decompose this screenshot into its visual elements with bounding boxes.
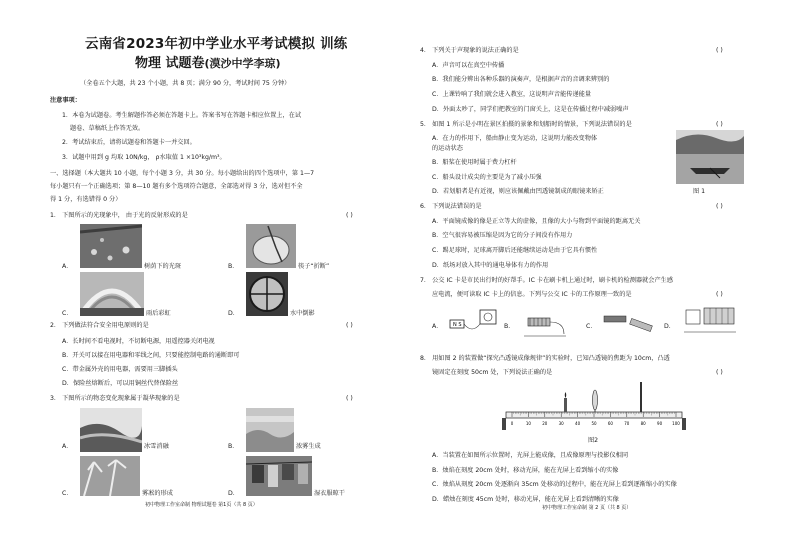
exam-info: （全卷五个大题，共 23 个小题，共 8 页；满分 90 分，考试时间 75 分钟）: [80, 80, 291, 87]
q6-stem: 6． 下列说法错误的是: [420, 203, 482, 210]
q3-photo-rime: [80, 456, 140, 496]
q5-option: C．船头设计成尖的主要是为了减小压强: [432, 174, 542, 181]
q7-stem-cont: 应电流，便可读取 IC 卡上的信息。下列与公交 IC 卡的工作原理一致的是: [432, 291, 632, 298]
q2-stem: 2． 下列做法符合安全用电原则的是: [50, 322, 149, 329]
notice-heading: 注意事项：: [50, 97, 81, 104]
ruler-label: 70: [624, 421, 630, 426]
exam-title: 云南省2023年初中学业水平考试模拟 训练: [85, 36, 348, 52]
page-right: [420, 0, 756, 560]
q3-option-c-caption: 雾凇的形成: [142, 490, 173, 497]
q8-answer-paren: ( ): [716, 369, 723, 376]
q8-option: C．烛焰从刻度 20cm 处逐渐向 35cm 处移动的过程中，能在光屏上看到逐渐缩小的实像: [432, 481, 677, 488]
q7-option-c-letter: C．: [586, 323, 597, 330]
q4-option: A．声音可以在真空中传播: [432, 62, 505, 69]
q3-photo-clothes: [246, 456, 312, 496]
q7-diagram-b-electromagnet: [520, 306, 570, 340]
q6-option: C．踢足球时，足球离开脚后还能继续运动是由于它具有惯性: [432, 247, 598, 254]
subtitle-main: 物理 试题卷: [135, 56, 205, 71]
q5-option: D．若划船者是有近视，则应该佩戴由凹透镜制成的眼镜来矫正: [432, 188, 604, 195]
q5-figure-boat-image: [676, 130, 744, 184]
q4-option: C．上课铃响了我们就会进入教室，这说明声音能传递能量: [432, 91, 592, 98]
q4-option: D．外面太吵了，同学们把教室的门窗关上，这是在传播过程中减弱噪声: [432, 106, 629, 113]
q1-photo-chopsticks: [246, 224, 296, 268]
page-left: [50, 0, 395, 560]
ruler-label: 90: [657, 421, 663, 426]
q3-option-c-letter: C．: [62, 490, 73, 497]
ruler-label: 10: [525, 421, 531, 426]
q2-option: D．保险丝熔断后，可以用铜丝代替保险丝: [62, 380, 179, 387]
ruler-label: 80: [640, 421, 646, 426]
q7-option-b-letter: B．: [504, 323, 515, 330]
q3-option-b-letter: B．: [228, 443, 239, 450]
q6-option: B．空气很容易被压缩是因为它的分子间没有作用力: [432, 232, 573, 239]
q1-option-a-caption: 树荫下的光斑: [144, 263, 182, 270]
q2-option: A．长时间不看电视时，不切断电源，用遥控器关闭电视: [62, 338, 215, 345]
footer-right: 初中物理工作室命制 第 2 页（共 8 页）: [542, 505, 632, 511]
q1-option-b-letter: B．: [228, 263, 239, 270]
q5-stem: 5． 如图 1 所示是小明在景区拍摄的景象和划船时的情景，下列说法错误的是: [420, 121, 632, 128]
q7-option-d-letter: D．: [664, 323, 675, 330]
q2-answer-paren: ( ): [346, 322, 353, 329]
q1-answer-paren: ( ): [346, 212, 353, 219]
section1-line: 一、选择题（本大题共 10 小题，每个小题 3 分，共 30 分。每小题给出的四个选项中，第 1—7: [50, 170, 315, 177]
ruler-label: 20: [542, 421, 548, 426]
q5-option: A．在力的作用下，船由静止变为运动，这说明力能改变物体: [432, 135, 598, 142]
q6-answer-paren: ( ): [716, 203, 723, 210]
q1-option-d-letter: D．: [228, 310, 239, 317]
q3-option-d-caption: 湿衣服晾干: [314, 490, 345, 497]
q2-option: C．带金属外壳的用电器，需要用三脚插头: [62, 366, 178, 373]
q1-stem: 1． 下图所示的光现象中， 由于光的反射形成的是: [50, 212, 188, 219]
exam-subtitle: [135, 56, 281, 72]
ruler-label: 60: [607, 421, 613, 426]
q3-photo-melting: [80, 408, 142, 452]
q1-option-b-caption: 筷子“折断”: [298, 263, 330, 270]
q8-figure-label: 图2: [588, 437, 599, 444]
notice-item: 1．本卷为试题卷。考生解题作答必须在答题卡上。答案书写在答题卡相应位置上，在试: [62, 112, 302, 119]
q3-option-b-caption: 浓雾生成: [296, 443, 321, 450]
q1-option-c-caption: 雨后彩虹: [146, 310, 171, 317]
notice-item: 2．考试结束后，请将试题卷和答题卡一并交回。: [62, 139, 196, 146]
q2-option: B．开关可以接在用电器和零线之间，只要能控制电路的通断即可: [62, 352, 240, 359]
q3-photo-fog: [246, 408, 294, 452]
svg-text:N S: N S: [453, 322, 462, 328]
subtitle-school: (漠沙中学李琼): [204, 57, 281, 70]
q8-figure-optical-bench: [498, 378, 690, 434]
ruler-label: 0: [510, 421, 514, 426]
q7-diagram-d-motor: [680, 304, 740, 340]
q7-option-a-letter: A．: [432, 323, 443, 330]
q4-answer-paren: ( ): [716, 47, 723, 54]
q4-stem: 4． 下列关于声现象的说法正确的是: [420, 47, 519, 54]
q5-option: B．船桨在使用时属于费力杠杆: [432, 159, 517, 166]
q7-stem: 7． 公交 IC 卡是市民出行时的好帮手。IC 卡在刷卡机上通过时，刷卡机的检测器就会产生感: [420, 277, 674, 284]
q1-photo-reflection: [246, 272, 288, 316]
q3-option-a-caption: 冰雪消融: [144, 443, 169, 450]
q5-answer-paren: ( ): [716, 121, 723, 128]
q8-stem: 8． 用如图 2 的装置做“探究凸透镜成像规律”的实验时，已知凸透镜的焦距为 10cm，凸透: [420, 355, 670, 362]
section1-line: 每小题只有一个正确选项；第 8—10 题有多个选项符合题意，全部选对得 3 分，选对但不全: [50, 183, 303, 190]
q7-answer-paren: ( ): [716, 291, 723, 298]
ruler-label: 30: [558, 421, 564, 426]
q3-option-d-letter: D．: [228, 490, 239, 497]
q8-stem-cont: 镜固定在刻度 50cm 处，下列说法正确的是: [432, 369, 553, 376]
q8-option: D．蜡烛在刻度 45cm 处时，移动光屏，能在光屏上看到清晰的实像: [432, 496, 619, 503]
q7-diagram-a-generator: [448, 306, 500, 340]
ruler-label: 100: [672, 421, 680, 426]
q6-option: D．纸场对放入其中的通电导体有力的作用: [432, 262, 549, 269]
q1-option-a-letter: A．: [62, 263, 73, 270]
q4-option: B．我们能分辨出各种乐器的演奏声，是根据声音的音调来辨别的: [432, 76, 610, 83]
q3-option-a-letter: A．: [62, 443, 73, 450]
ruler-label: 50: [591, 421, 597, 426]
q7-diagram-c-magnets: [602, 306, 656, 340]
notice-item: 3．试题中用到 g 均取 10N/kg， ρ水取值 1 ×10³kg/m³。: [62, 154, 226, 161]
q3-answer-paren: ( ): [346, 395, 353, 402]
q8-option: B．烛焰在刻度 20cm 处时，移动光屏，能在光屏上看到缩小的实像: [432, 467, 619, 474]
q1-option-c-letter: C．: [62, 310, 73, 317]
q1-photo-rainbow: [80, 272, 144, 316]
ruler-label: 40: [575, 421, 581, 426]
q5-figure-label: 图 1: [693, 188, 706, 195]
notice-item: 题卷、草稿纸上作答无效。: [70, 125, 145, 132]
section1-line: 得 1 分，有选错得 0 分）: [50, 196, 122, 203]
footer-left: 初中物理工作室命制 物理试题卷 第1页（共 8 页）: [145, 502, 258, 508]
q8-option: A．当装置在如图所示位置时，光屏上能成像，且成像原理与投影仪相同: [432, 452, 629, 459]
q3-stem: 3． 下图所示的物态变化现象属于凝华现象的是: [50, 395, 180, 402]
q1-option-d-caption: 水中倒影: [290, 310, 315, 317]
q1-photo-tree-shadow: [80, 224, 142, 268]
q5-option: 的运动状态: [432, 145, 463, 152]
q6-option: A．平面镜成像的像是正立等大的虚像，且像的大小与物到平面镜的距离无关: [432, 218, 641, 225]
